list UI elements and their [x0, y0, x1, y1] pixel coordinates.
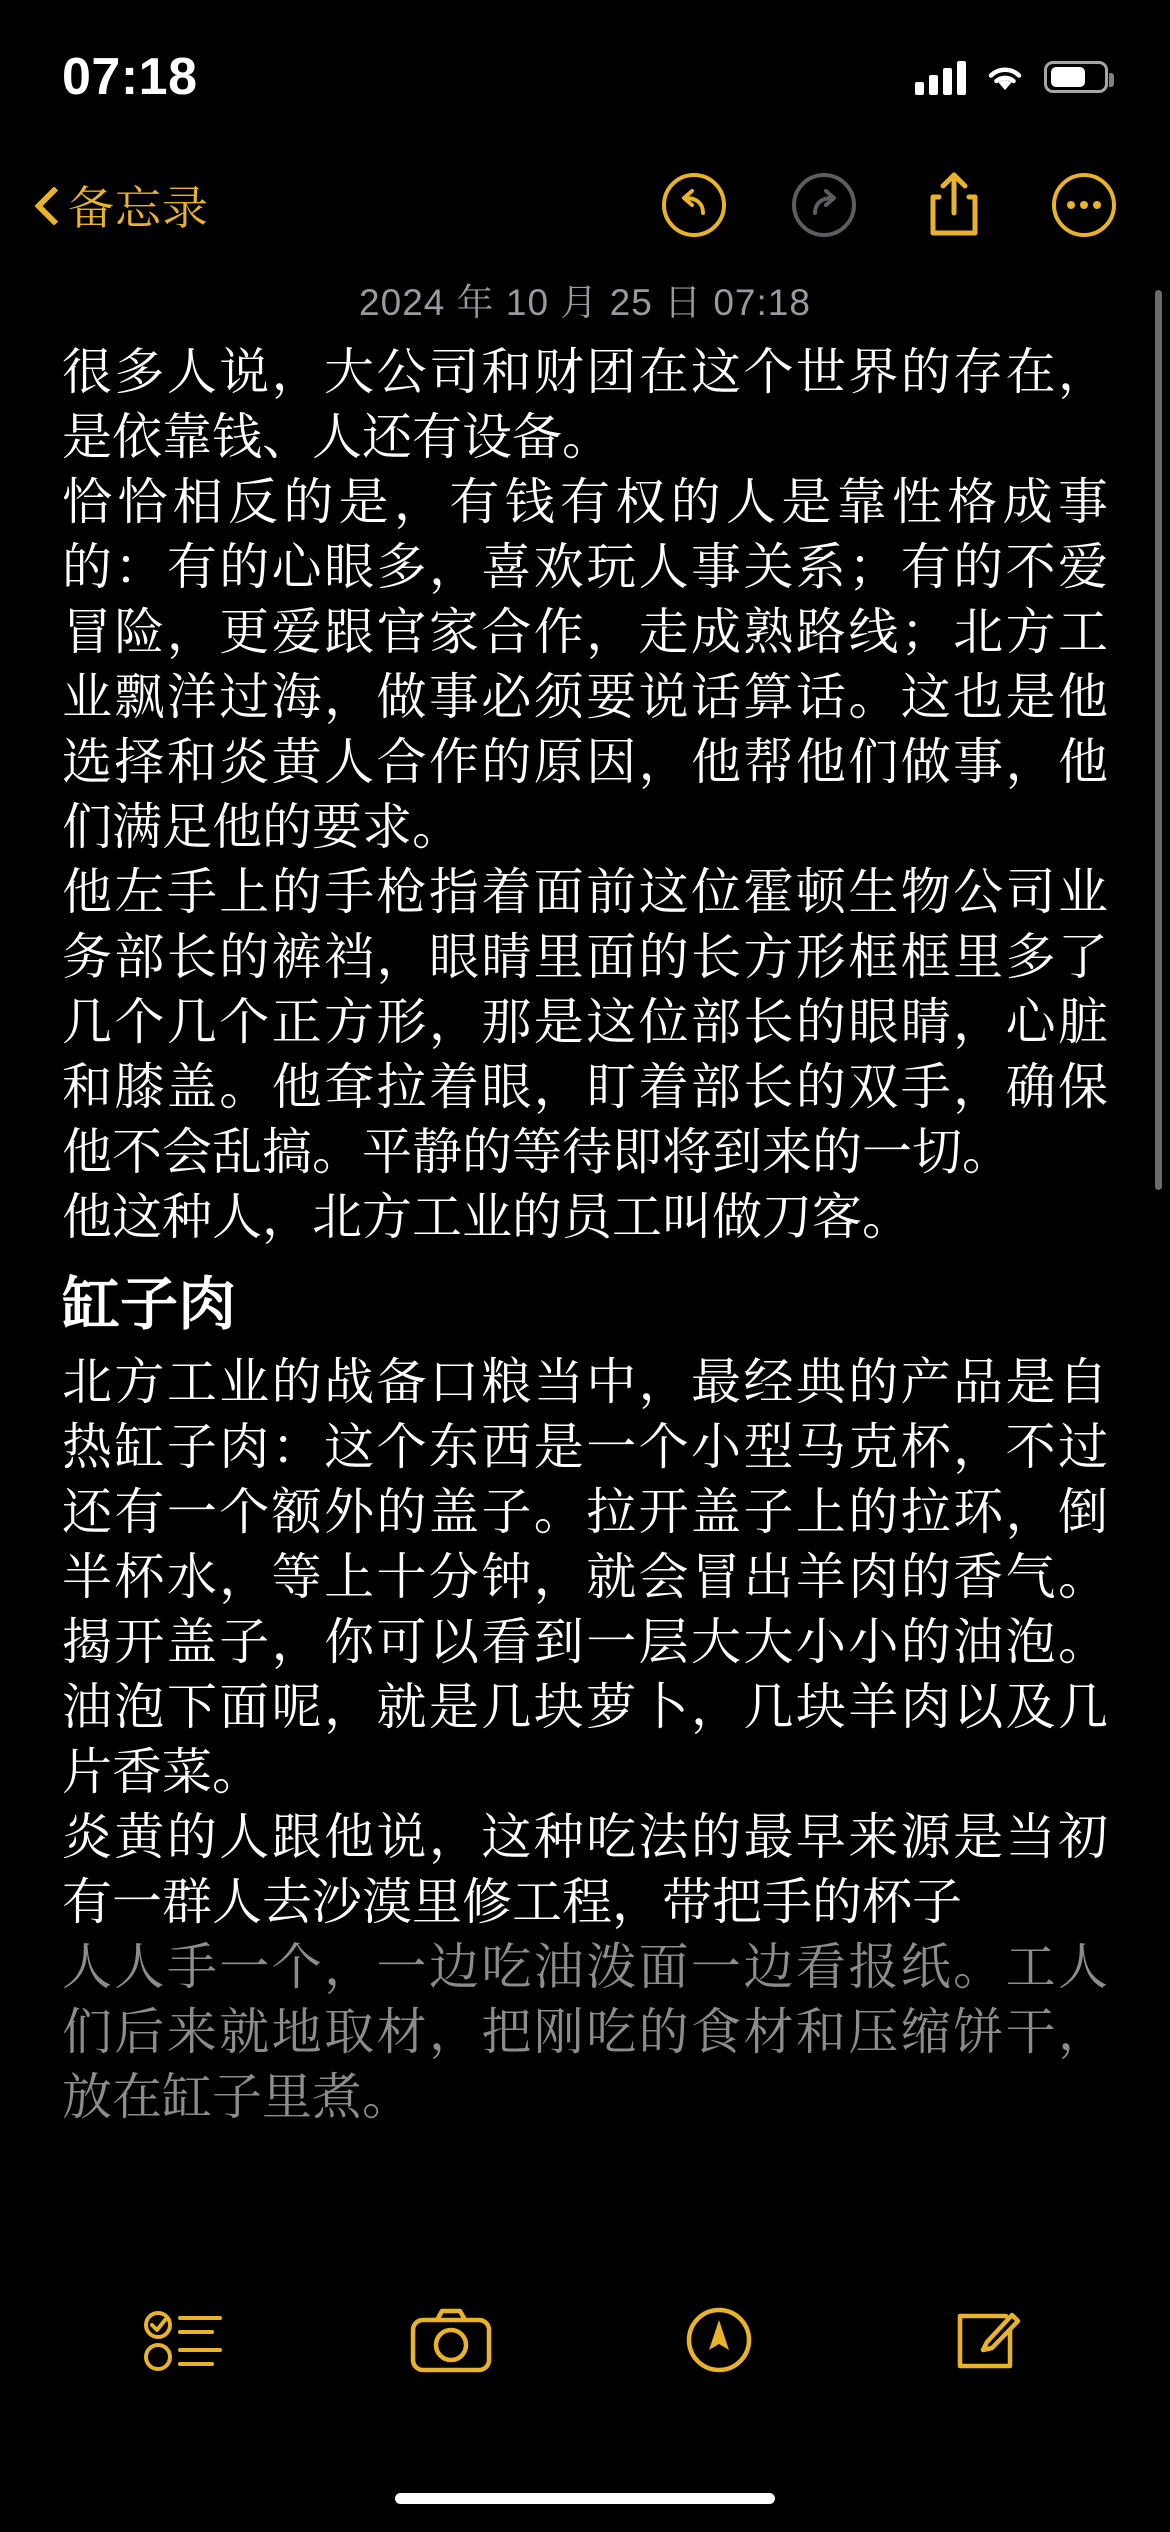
markup-button[interactable]	[664, 2292, 774, 2392]
note-heading: 缸子肉	[62, 1270, 237, 1338]
note-timestamp: 2024 年 10 月 25 日 07:18	[359, 282, 811, 323]
status-bar	[0, 0, 1170, 140]
note-paragraph: 他左手上的手枪指着面前这位霍顿生物公司业务部长的裤裆，眼睛里面的长方形框框里多了几个几个正方形，那是这位部长的眼睛，心脏和膝盖。他耷拉着眼，盯着部长的双手，确保他不会乱搞。平静的等待即将到来的一切。	[62, 863, 1108, 1181]
note-toolbar	[0, 2272, 1170, 2412]
note-paragraph: 很多人说，大公司和财团在这个世界的存在，是依靠钱、人还有设备。	[62, 343, 1108, 466]
navigation-bar	[0, 150, 1170, 260]
note-content[interactable]	[0, 340, 1170, 2350]
chevron-left-icon	[36, 186, 58, 224]
note-paragraph: 他这种人，北方工业的员工叫做刀客。	[62, 1188, 912, 1246]
compose-icon	[948, 2304, 1024, 2381]
markup-pen-icon	[683, 2304, 755, 2381]
checklist-button[interactable]	[129, 2292, 239, 2392]
camera-button[interactable]	[396, 2292, 506, 2392]
wifi-icon	[984, 61, 1026, 93]
note-paragraph: 炎黄的人跟他说，这种吃法的最早来源是当初有一群人去沙漠里修工程，带把手的杯子	[62, 1808, 1108, 1932]
checklist-icon	[142, 2305, 226, 2380]
cellular-signal-icon	[915, 59, 966, 95]
back-button-label: 备忘录	[68, 182, 209, 234]
note-paragraph: 恰恰相反的是，有钱有权的人是靠性格成事的：有的心眼多，喜欢玩人事关系；有的不爱冒险，更爱跟官家合作，走成熟路线；北方工业飘洋过海，做事必须要说话算话。这也是他选择和炎黄人合作的原因，他帮他们做事，他们满足他的要求。	[62, 473, 1108, 856]
more-button[interactable]	[1048, 169, 1120, 241]
back-button[interactable]	[36, 172, 209, 238]
camera-icon	[409, 2306, 493, 2379]
nav-actions	[658, 169, 1134, 241]
status-indicators	[915, 59, 1108, 95]
note-paragraph: 北方工业的战备口粮当中，最经典的产品是自热缸子肉：这个东西是一个小型马克杯，不过还有一个额外的盖子。拉开盖子上的拉环，倒半杯水，等上十分钟，就会冒出羊肉的香气。揭开盖子，你可以看到一层大大小小的油泡。油泡下面呢，就是几块萝卜，几块羊肉以及几片香菜。	[62, 1353, 1108, 1802]
home-indicator[interactable]	[395, 2493, 775, 2504]
undo-button[interactable]	[658, 169, 730, 241]
note-paragraph-clipped: 人人手一个，一边吃油泼面一边看报纸。工人们后来就地取材，把刚吃的食材和压缩饼干，放在缸子里煮。	[62, 1938, 1108, 2127]
share-button[interactable]	[918, 169, 990, 241]
redo-button[interactable]	[788, 169, 860, 241]
undo-icon	[660, 171, 728, 239]
share-icon	[922, 169, 986, 241]
redo-icon	[790, 171, 858, 239]
battery-icon	[1044, 61, 1108, 93]
compose-button[interactable]	[931, 2292, 1041, 2392]
more-circle-icon	[1050, 171, 1118, 239]
status-time: 07:18	[62, 48, 198, 106]
